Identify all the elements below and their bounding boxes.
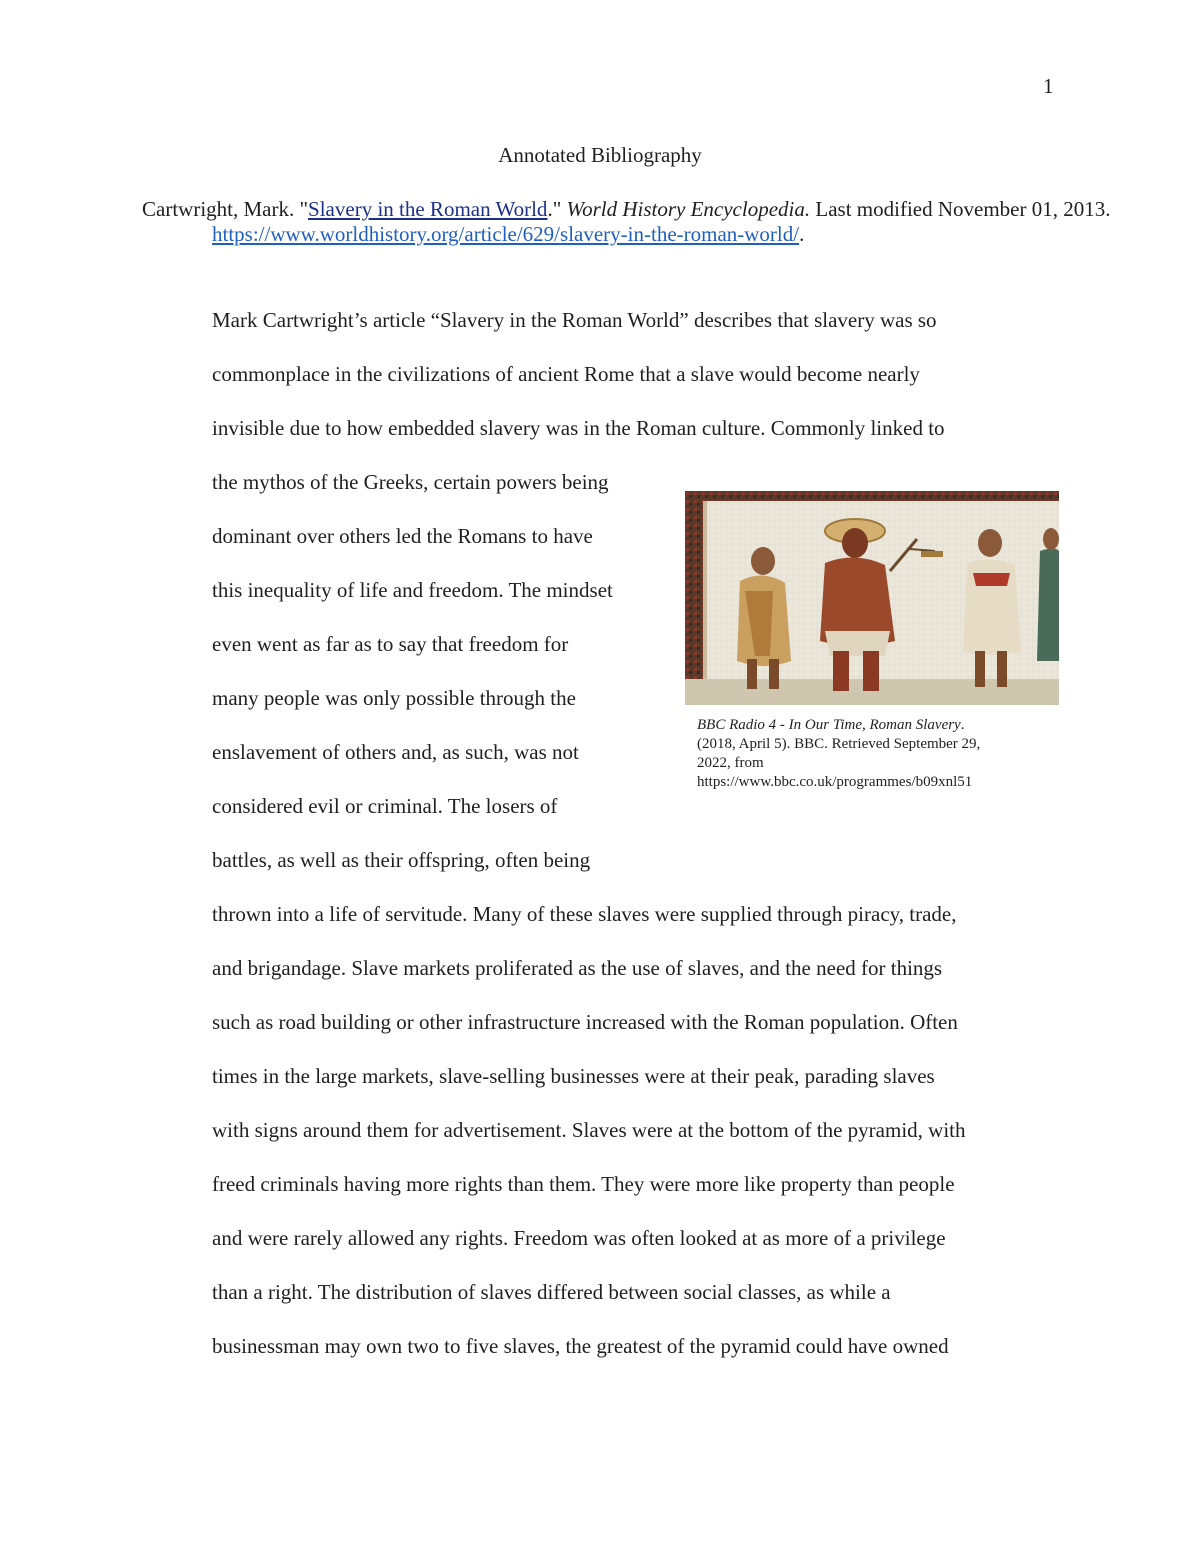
annotation-line: many people was only possible through the [212,686,576,710]
caption-url: https://www.bbc.co.uk/programmes/b09xnl51 [697,774,973,790]
caption-title: BBC Radio 4 - In Our Time, Roman Slavery [697,717,961,733]
citation-url-link[interactable]: https://www.worldhistory.org/article/629/slavery-in-the-roman-world/ [212,222,800,246]
citation [142,197,1112,247]
figure-caption [697,716,1049,792]
annotation-line: freed criminals having more rights than them. They were more like property than people [212,1172,955,1196]
citation-trail: . [799,222,805,246]
annotation-line: considered evil or criminal. The losers of [212,794,558,818]
caption-line [697,716,1049,735]
citation-article-link[interactable]: Slavery in the Roman World [308,197,548,221]
caption-line: 2022, from [697,755,764,771]
document-title: Annotated Bibliography [498,143,702,167]
annotation-line: than a right. The distribution of slaves differed between social classes, as while a [212,1280,891,1304]
caption-line: (2018, April 5). BBC. Retrieved September 29, [697,736,981,752]
annotation-line: times in the large markets, slave-selling businesses were at their peak, parading slaves [212,1064,935,1088]
annotation-line: the mythos of the Greeks, certain powers being [212,470,609,494]
annotation-line: businessman may own two to five slaves, the greatest of the pyramid could have owned [212,1334,949,1358]
roman-mosaic-image [685,491,1059,705]
annotation-line: commonplace in the civilizations of ancient Rome that a slave would become nearly [212,362,920,386]
annotation-line: enslavement of others and, as such, was not [212,740,579,764]
page-number: 1 [1043,74,1054,98]
annotation-line: with signs around them for advertisement. Slaves were at the bottom of the pyramid, with [212,1118,966,1142]
citation-after-title: ." [547,197,567,221]
caption-period: . [960,717,965,733]
citation-publication: World History Encyclopedia. [566,197,811,221]
annotation-line: invisible due to how embedded slavery was in the Roman culture. Commonly linked to [212,416,945,440]
annotation-line: such as road building or other infrastructure increased with the Roman population. Often [212,1010,958,1034]
annotation-line: even went as far as to say that freedom for [212,632,569,656]
citation-modified: Last modified November 01, 2013. [810,197,1111,221]
annotation-line: Mark Cartwright’s article “Slavery in the Roman World” describes that slavery was so [212,308,937,332]
annotation-line: and were rarely allowed any rights. Freedom was often looked at as more of a privilege [212,1226,946,1250]
annotation-line: this inequality of life and freedom. The mindset [212,578,613,602]
annotation-line: dominant over others led the Romans to have [212,524,593,548]
annotation-line: battles, as well as their offspring, often being [212,848,591,872]
annotation-line: and brigandage. Slave markets proliferated as the use of slaves, and the need for things [212,956,943,980]
annotation-line: thrown into a life of servitude. Many of these slaves were supplied through piracy, trade, [212,902,957,926]
citation-author: Cartwright, Mark. " [142,197,309,221]
